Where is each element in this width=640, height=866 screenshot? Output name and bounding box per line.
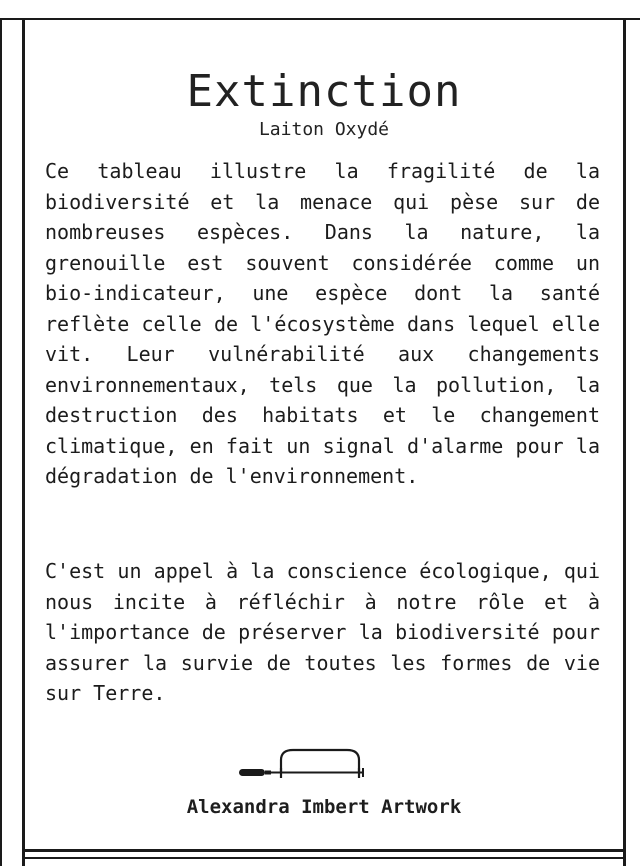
description-paragraph-1: Ce tableau illustre la fragilité de la biodiversité et la menace qui pèse sur de nombreuses espèces. Dans la nature, la grenouille est souvent considérée comme un bio-indicateur, une espèce dont la santé reflète celle de l'écosystème dans lequel elle vit. Leur vulnérabilité aux changements environnementaux, tels que la pollution, la destruction des habitats et le changement climatique, en fait un signal d'alarme pour la dégradation de l'environnement. bbox=[45, 159, 600, 488]
artwork-title: Extinction bbox=[186, 66, 462, 117]
artwork-material: Laiton Oxydé bbox=[258, 119, 390, 140]
description-paragraph-2: C'est un appel à la conscience écologique, qui nous incite à réfléchir à notre rôle et à l'importance de préserver la biodiversité pour assurer la survie de toutes les formes de vie sur Terre. bbox=[45, 559, 600, 705]
artist-signature: Alexandra Imbert Artwork bbox=[186, 796, 462, 818]
artwork-description-card bbox=[25, 20, 623, 849]
frame-right-border bbox=[623, 18, 626, 866]
frame-bottom-rule bbox=[22, 849, 626, 852]
jeweler-saw-icon bbox=[235, 742, 375, 788]
frame-left-outer-border bbox=[0, 18, 2, 866]
frame-bottom-rule-secondary bbox=[22, 857, 626, 859]
